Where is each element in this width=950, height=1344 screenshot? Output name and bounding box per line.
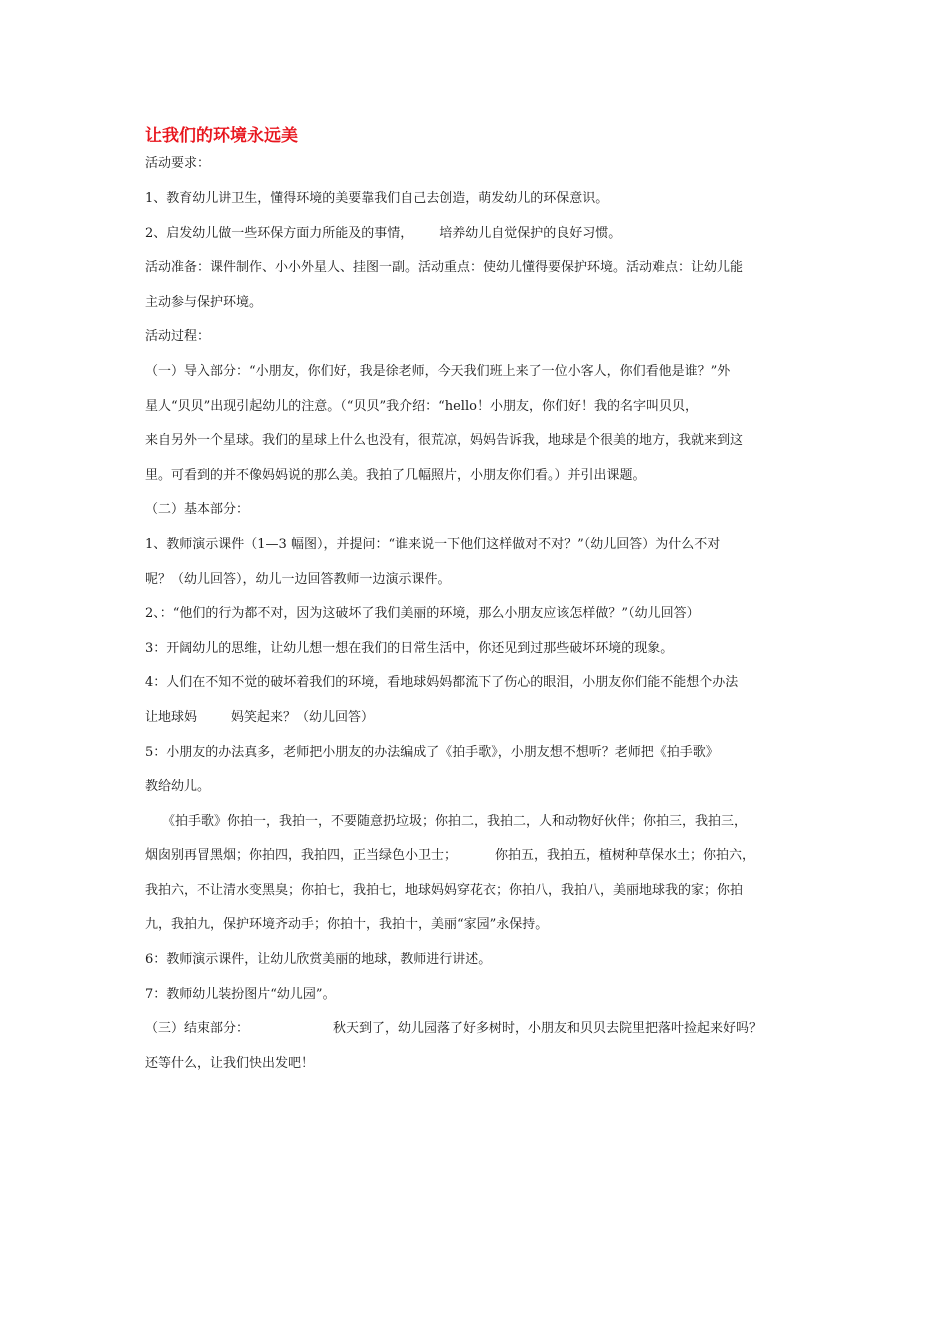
song-line: 《拍手歌》你拍一，我拍一，不要随意扔垃圾；你拍二，我拍二，人和动物好伙伴；你拍三，我拍三， <box>162 813 748 829</box>
paragraph-line: 2、启发幼儿做一些环保方面力所能及的事情， 培养幼儿自觉保护的良好习惯。 <box>145 225 622 241</box>
song-line: 九，我拍九，保护环境齐动手；你拍十，我拍十，美丽“家园”永保持。 <box>145 917 549 933</box>
song-line: 我拍六，不让清水变黑臭；你拍七，我拍七，地球妈妈穿花衣；你拍八，我拍八，美丽地球我的家；你拍 <box>145 882 744 898</box>
paragraph-line: 星人“贝贝”出现引起幼儿的注意。（“贝贝”我介绍：“hello！小朋友，你们好！我的名字叫贝贝， <box>145 398 698 414</box>
section-heading-requirements: 活动要求： <box>145 156 211 171</box>
song-line: 烟囱别再冒黑烟；你拍四，我拍四，正当绿色小卫士； 你拍五，我拍五，植树种草保水土；你拍六， <box>145 848 756 864</box>
paragraph-line: （一）导入部分：“小朋友，你们好，我是徐老师，今天我们班上来了一位小客人，你们看他是谁？”外 <box>145 363 731 379</box>
section-heading-process: 活动过程： <box>145 329 211 345</box>
document-page <box>145 118 807 1081</box>
section-heading-ending: （三）结束部分： <box>145 1021 250 1037</box>
paragraph-line: 里。可看到的并不像妈妈说的那么美。我拍了几幅照片，小朋友你们看。）并引出课题。 <box>145 467 646 483</box>
paragraph-line: 2、：“他们的行为都不对，因为这破坏了我们美丽的环境，那么小朋友应该怎样做？”（幼儿回答） <box>145 606 700 622</box>
paragraph-line: 让地球妈 妈笑起来？（幼儿回答） <box>145 709 375 725</box>
paragraph-line: 7：教师幼儿装扮图片“幼儿园”。 <box>145 986 336 1002</box>
paragraph-line: （三）结束部分： 秋天到了，幼儿园落了好多树时，小朋友和贝贝去院里把落叶捡起来好吗？ <box>145 1021 763 1037</box>
paragraph-line: 3：开阔幼儿的思维，让幼儿想一想在我们的日常生活中，你还见到过那些破坏环境的现象。 <box>145 640 674 656</box>
section-heading-basic: （二）基本部分： <box>145 502 250 518</box>
paragraph-line: 4：人们在不知不觉的破坏着我们的环境，看地球妈妈都流下了伤心的眼泪，小朋友你们能不能想个办法 <box>145 675 739 691</box>
paragraph-line: 教给幼儿。 <box>145 779 211 795</box>
paragraph-line: 6：教师演示课件，让幼儿欣赏美丽的地球，教师进行讲述。 <box>145 952 492 968</box>
document-title: 让我们的环境永远美 <box>145 126 298 146</box>
paragraph-line: 活动准备：课件制作、小小外星人、挂图一副。活动重点：使幼儿懂得要保护环境。活动难点：让幼儿能 <box>145 260 744 276</box>
paragraph-line: 还等什么，让我们快出发吧！ <box>145 1055 315 1071</box>
paragraph-line: 来自另外一个星球。我们的星球上什么也没有，很荒凉，妈妈告诉我，地球是个很美的地方，我就来到这 <box>145 433 744 449</box>
paragraph-line: 1、教师演示课件（1—3 幅图），并提问：“谁来说一下他们这样做对不对？”（幼儿回答）为什么不对 <box>145 536 721 552</box>
paragraph-line: 1、教育幼儿讲卫生，懂得环境的美要靠我们自己去创造，萌发幼儿的环保意识。 <box>145 191 609 206</box>
paragraph-line: 呢？（幼儿回答），幼儿一边回答教师一边演示课件。 <box>145 571 451 587</box>
paragraph-line: 主动参与保护环境。 <box>145 294 263 310</box>
paragraph-line: 5：小朋友的办法真多，老师把小朋友的办法编成了《拍手歌》，小朋友想不想听？老师把《拍手歌》 <box>145 744 719 760</box>
